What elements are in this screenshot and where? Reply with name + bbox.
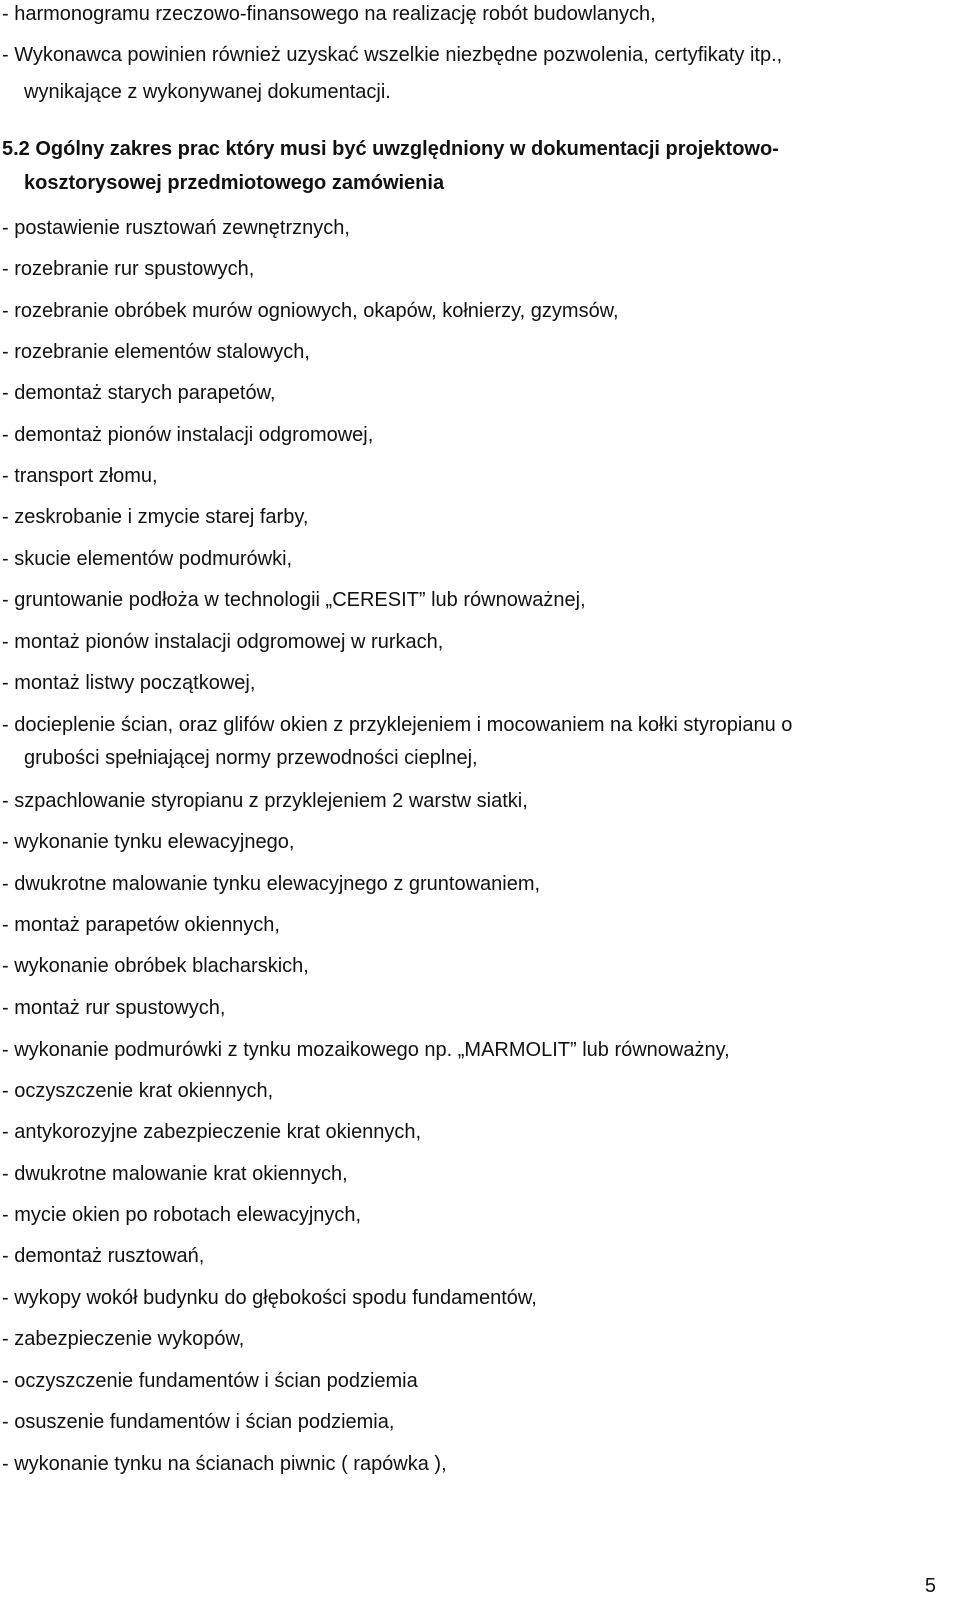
list-item: - oczyszczenie fundamentów i ścian podziemia xyxy=(2,1370,418,1392)
list-item: - szpachlowanie styropianu z przyklejeniem 2 warstw siatki, xyxy=(2,790,528,812)
list-item: - wykopy wokół budynku do głębokości spodu fundamentów, xyxy=(2,1287,537,1309)
list-item: - docieplenie ścian, oraz glifów okien z przyklejeniem i mocowaniem na kołki styropianu o xyxy=(2,714,793,736)
list-item: - montaż listwy początkowej, xyxy=(2,672,256,694)
list-item: - demontaż rusztowań, xyxy=(2,1245,205,1267)
list-item: - wykonanie tynku elewacyjnego, xyxy=(2,831,295,853)
list-item: - osuszenie fundamentów i ścian podziemia, xyxy=(2,1411,395,1433)
intro-line-2: - Wykonawca powinien również uzyskać wszelkie niezbędne pozwolenia, certyfikaty itp., xyxy=(2,44,783,66)
list-item: - skucie elementów podmurówki, xyxy=(2,548,293,570)
list-item: - rozebranie rur spustowych, xyxy=(2,258,255,280)
list-item: - gruntowanie podłoża w technologii „CERESIT” lub równoważnej, xyxy=(2,589,586,611)
list-item: - oczyszczenie krat okiennych, xyxy=(2,1080,274,1102)
list-item: - dwukrotne malowanie krat okiennych, xyxy=(2,1163,348,1185)
list-item-continuation: grubości spełniającej normy przewodności cieplnej, xyxy=(24,747,478,769)
intro-line-3: wynikające z wykonywanej dokumentacji. xyxy=(24,81,391,103)
list-item: - transport złomu, xyxy=(2,465,158,487)
list-item: - antykorozyjne zabezpieczenie krat okiennych, xyxy=(2,1121,422,1143)
list-item: - demontaż pionów instalacji odgromowej, xyxy=(2,424,374,446)
list-item: - demontaż starych parapetów, xyxy=(2,382,276,404)
list-item: - rozebranie elementów stalowych, xyxy=(2,341,310,363)
page-number: 5 xyxy=(924,1575,936,1597)
list-item: - montaż pionów instalacji odgromowej w rurkach, xyxy=(2,631,444,653)
intro-line-1: - harmonogramu rzeczowo-finansowego na realizację robót budowlanych, xyxy=(2,3,656,25)
list-item: - montaż rur spustowych, xyxy=(2,997,226,1019)
list-item: - postawienie rusztowań zewnętrznych, xyxy=(2,217,350,239)
list-item: - wykonanie tynku na ścianach piwnic ( rapówka ), xyxy=(2,1453,447,1475)
section-heading-line-1: 5.2 Ogólny zakres prac który musi być uwzględniony w dokumentacji projektowo- xyxy=(2,138,779,160)
list-item: - wykonanie obróbek blacharskich, xyxy=(2,955,309,977)
list-item: - mycie okien po robotach elewacyjnych, xyxy=(2,1204,362,1226)
list-item: - montaż parapetów okiennych, xyxy=(2,914,280,936)
list-item: - wykonanie podmurówki z tynku mozaikowego np. „MARMOLIT” lub równoważny, xyxy=(2,1039,730,1061)
list-item: - zabezpieczenie wykopów, xyxy=(2,1328,245,1350)
list-item: - zeskrobanie i zmycie starej farby, xyxy=(2,506,309,528)
list-item: - rozebranie obróbek murów ogniowych, okapów, kołnierzy, gzymsów, xyxy=(2,300,619,322)
list-item: - dwukrotne malowanie tynku elewacyjnego z gruntowaniem, xyxy=(2,873,541,895)
section-heading-line-2: kosztorysowej przedmiotowego zamówienia xyxy=(24,172,445,194)
